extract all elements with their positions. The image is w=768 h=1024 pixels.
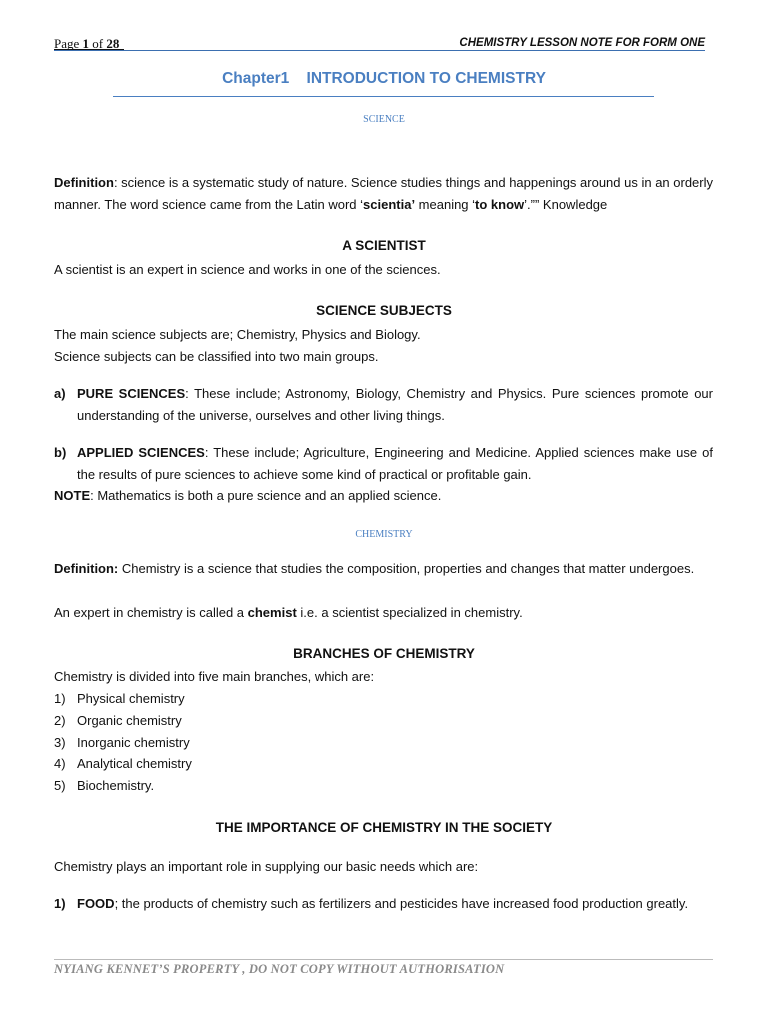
list-item: 2) Organic chemistry [54, 713, 182, 728]
branches-intro: Chemistry is divided into five main branches, which are: [54, 669, 375, 684]
document-title: CHEMISTRY LESSON NOTE FOR FORM ONE [459, 37, 705, 49]
pure-sciences-item: a) PURE SCIENCES: These include; Astronomy, Biology, Chemistry and Physics. Pure sciences promote our understanding of the universe, ourselves and other living things. [54, 383, 713, 426]
list-item: 3) Inorganic chemistry [54, 735, 190, 750]
item-label: 1) [54, 896, 66, 911]
branches-heading: BRANCHES OF CHEMISTRY [293, 646, 475, 661]
importance-heading: THE IMPORTANCE OF CHEMISTRY IN THE SOCIETY [215, 820, 553, 835]
pure-sciences-term: PURE SCIENCES [77, 386, 186, 401]
chapter-title: Chapter1 INTRODUCTION TO CHEMISTRY [222, 70, 546, 87]
chemistry-definition: Definition: Chemistry is a science that studies the composition, properties and changes that matter undergoes. [54, 561, 695, 576]
item-label: a) [54, 386, 66, 401]
header-underline [54, 49, 124, 50]
subjects-line2: Science subjects can be classified into two main groups. [54, 349, 379, 364]
list-item: 1) Physical chemistry [54, 691, 185, 706]
list-item: 4) Analytical chemistry [54, 756, 192, 771]
subjects-line1: The main science subjects are; Chemistry, Physics and Biology. [54, 327, 421, 342]
page-number: Page 1 of 28 [54, 36, 120, 51]
list-item: 5) Biochemistry. [54, 778, 155, 793]
item-label: b) [54, 445, 67, 460]
chemist-text: An expert in chemistry is called a chemist i.e. a scientist specialized in chemistry. [54, 605, 523, 620]
importance-intro: Chemistry plays an important role in supplying our basic needs which are: [54, 859, 479, 874]
science-heading: SCIENCE [363, 114, 405, 125]
header-rule [54, 50, 705, 51]
food-term: FOOD [77, 896, 115, 911]
footer-notice: NYIANG KENNET’S PROPERTY , DO NOT COPY WITHOUT AUTHORISATION [54, 962, 505, 976]
applied-sciences-term: APPLIED SCIENCES [77, 445, 205, 460]
subjects-heading: SCIENCE SUBJECTS [316, 303, 452, 318]
applied-sciences-item: b) APPLIED SCIENCES: These include; Agriculture, Engineering and Medicine. Applied sciences make use of the results of pure sciences to achieve some kind of practical or profitable gain. [54, 442, 713, 485]
science-definition: Definition: science is a systematic study of nature. Science studies things and happenings around us in an orderly manner. The word science came from the Latin word ‘scientia’ meaning ‘to know’.”” Knowledge [54, 175, 714, 212]
chapter-rule [113, 96, 654, 97]
scientist-text: A scientist is an expert in science and works in one of the sciences. [54, 262, 441, 277]
food-item: 1) FOOD; the products of chemistry such as fertilizers and pesticides have increased food production greatly. [54, 893, 713, 915]
footer-rule [54, 959, 713, 960]
scientist-heading: A SCIENTIST [342, 238, 426, 253]
note-text: NOTE: Mathematics is both a pure science and an applied science. [54, 488, 442, 503]
chemistry-heading: CHEMISTRY [355, 529, 413, 540]
